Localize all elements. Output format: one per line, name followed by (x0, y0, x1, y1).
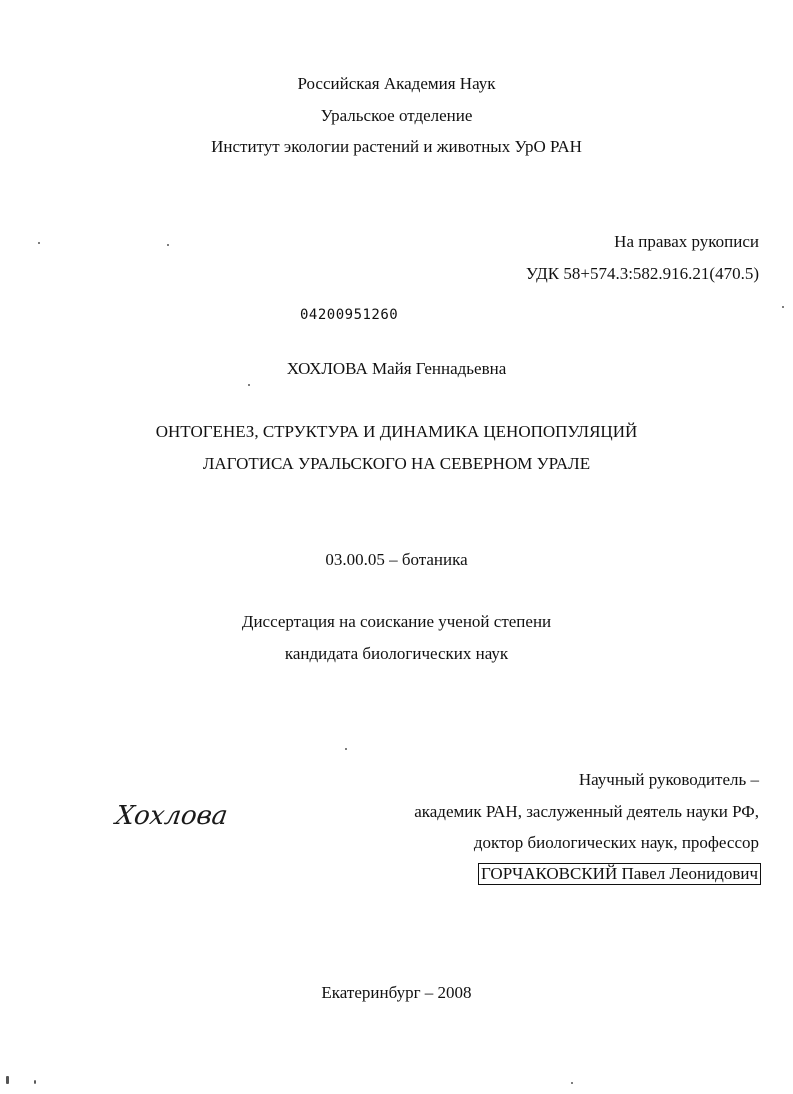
scan-speck (167, 244, 169, 246)
supervisor-title-1: академик РАН, заслуженный деятель науки РФ, (414, 802, 759, 821)
institute-name: Институт экологии растений и животных УрО РАН (211, 137, 582, 156)
scan-speck (782, 306, 784, 308)
thesis-title-line-2: ЛАГОТИСА УРАЛЬСКОГО НА СЕВЕРНОМ УРАЛЕ (202, 454, 591, 473)
scan-speck (345, 748, 347, 750)
degree-line-1: Диссертация на соискание ученой степени (241, 612, 552, 631)
degree-line-2: кандидата биологических наук (284, 644, 509, 663)
supervisor-title-2: доктор биологических наук, профессор (473, 833, 759, 852)
author-name: ХОХЛОВА Майя Геннадьевна (286, 359, 507, 378)
scan-speck (34, 1080, 36, 1084)
thesis-title-line-1: ОНТОГЕНЕЗ, СТРУКТУРА И ДИНАМИКА ЦЕНОПОПУЛЯЦИЙ (155, 422, 638, 441)
specialty-code: 03.00.05 – ботаника (325, 550, 468, 569)
supervisor-name: ГОРЧАКОВСКИЙ Павел Леонидович (478, 863, 761, 885)
manuscript-rights: На правах рукописи (614, 232, 759, 251)
author-signature (113, 786, 230, 836)
org-name: Российская Академия Наук (297, 74, 496, 93)
scan-speck (248, 384, 250, 386)
stamp-number: 04200951260 (300, 307, 399, 323)
supervisor-name-box (478, 863, 761, 885)
svg-text:Хохлова: Хохлова (113, 801, 230, 831)
branch-name: Уральское отделение (320, 106, 473, 125)
scan-speck (6, 1076, 9, 1084)
scan-speck (38, 242, 40, 244)
scan-speck (571, 1082, 573, 1084)
udc-code: УДК 58+574.3:582.916.21(470.5) (525, 264, 759, 283)
city-year: Екатеринбург – 2008 (321, 983, 472, 1002)
supervisor-heading: Научный руководитель – (578, 770, 759, 789)
